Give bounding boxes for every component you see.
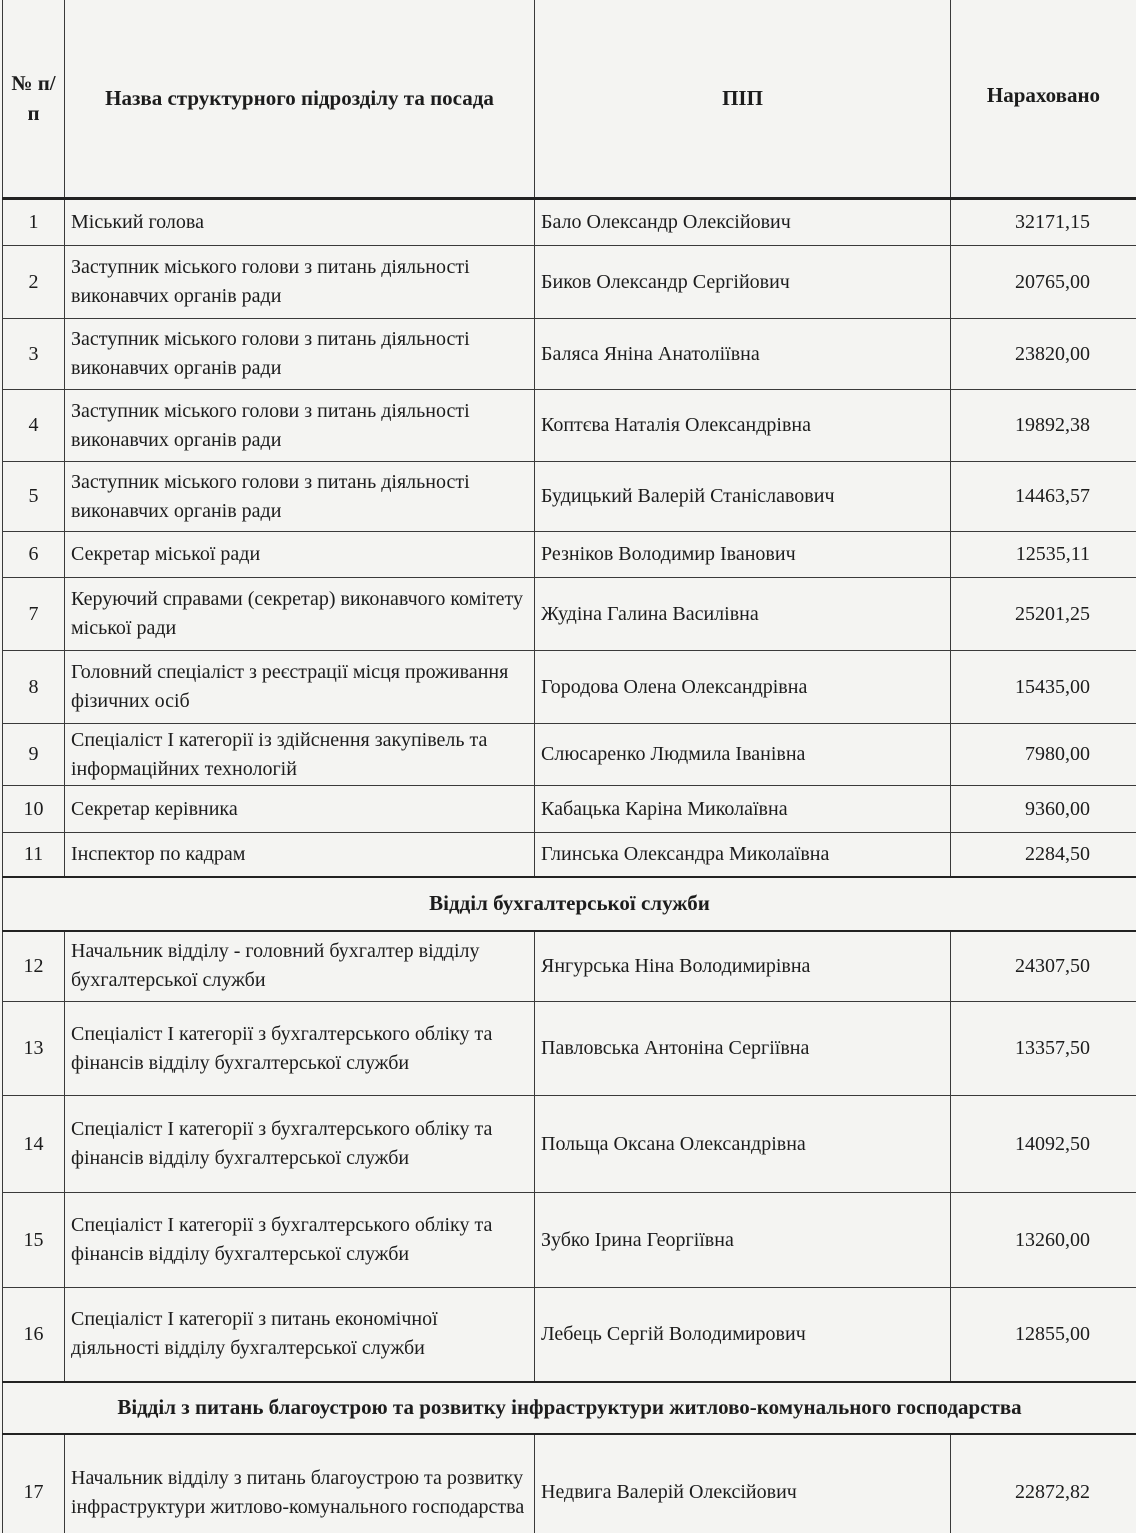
row-number: 15 (3, 1193, 65, 1288)
row-position: Секретар міської ради (65, 532, 535, 578)
row-amount: 12855,00 (951, 1288, 1136, 1382)
row-position: Інспектор по кадрам (65, 833, 535, 877)
row-amount: 2284,50 (951, 833, 1136, 877)
row-amount: 32171,15 (951, 199, 1136, 246)
row-position: Начальник відділу - головний бухгалтер відділу бухгалтерської служби (65, 931, 535, 1002)
row-number: 5 (3, 462, 65, 532)
row-amount: 13260,00 (951, 1193, 1136, 1288)
row-number: 2 (3, 246, 65, 319)
table-row (3, 1002, 1136, 1096)
row-name: Жудіна Галина Василівна (535, 578, 951, 651)
row-name: Лебець Сергій Володимирович (535, 1288, 951, 1382)
salary-table (2, 0, 1136, 1533)
row-number: 12 (3, 931, 65, 1002)
row-amount: 15435,00 (951, 651, 1136, 724)
row-amount: 12535,11 (951, 532, 1136, 578)
row-name: Зубко Ірина Георгіївна (535, 1193, 951, 1288)
table-row (3, 246, 1136, 319)
row-position: Міський голова (65, 199, 535, 246)
row-amount: 9360,00 (951, 786, 1136, 833)
row-position: Спеціаліст І категорії з бухгалтерського обліку та фінансів відділу бухгалтерської служби (65, 1193, 535, 1288)
section-header-row (3, 877, 1136, 931)
row-name: Глинська Олександра Миколаївна (535, 833, 951, 877)
row-amount: 14463,57 (951, 462, 1136, 532)
row-amount: 7980,00 (951, 724, 1136, 786)
row-name: Кабацька Каріна Миколаївна (535, 786, 951, 833)
table-row (3, 578, 1136, 651)
header-number: № п/п (3, 0, 65, 199)
row-amount: 13357,50 (951, 1002, 1136, 1096)
row-name: Баляса Яніна Анатоліївна (535, 319, 951, 390)
row-name: Недвига Валерій Олексійович (535, 1434, 951, 1533)
row-position: Головний спеціаліст з реєстрації місця проживання фізичних осіб (65, 651, 535, 724)
row-number: 9 (3, 724, 65, 786)
row-number: 14 (3, 1096, 65, 1193)
row-amount: 22872,82 (951, 1434, 1136, 1533)
row-name: Янгурська Ніна Володимирівна (535, 931, 951, 1002)
row-number: 6 (3, 532, 65, 578)
table-row (3, 786, 1136, 833)
row-name: Бало Олександр Олексійович (535, 199, 951, 246)
table-row (3, 319, 1136, 390)
row-name: Резніков Володимир Іванович (535, 532, 951, 578)
row-number: 11 (3, 833, 65, 877)
row-position: Спеціаліст І категорії з бухгалтерського обліку та фінансів відділу бухгалтерської служби (65, 1002, 535, 1096)
row-position: Начальник відділу з питань благоустрою та розвитку інфраструктури житлово-комунального господарства (65, 1434, 535, 1533)
row-amount: 14092,50 (951, 1096, 1136, 1193)
row-number: 16 (3, 1288, 65, 1382)
row-name: Павловська Антоніна Сергіївна (535, 1002, 951, 1096)
table-row (3, 724, 1136, 786)
row-position: Заступник міського голови з питань діяльності виконавчих органів ради (65, 390, 535, 462)
row-position: Заступник міського голови з питань діяльності виконавчих органів ради (65, 319, 535, 390)
header-position: Назва структурного підрозділу та посада (65, 0, 535, 199)
row-amount: 24307,50 (951, 931, 1136, 1002)
row-amount: 19892,38 (951, 390, 1136, 462)
row-number: 1 (3, 199, 65, 246)
row-number: 4 (3, 390, 65, 462)
row-amount: 25201,25 (951, 578, 1136, 651)
row-position: Секретар керівника (65, 786, 535, 833)
row-name: Слюсаренко Людмила Іванівна (535, 724, 951, 786)
table-row (3, 199, 1136, 246)
section-title: Відділ з питань благоустрою та розвитку інфраструктури житлово-комунального господарства (3, 1382, 1136, 1434)
row-name: Коптєва Наталія Олександрівна (535, 390, 951, 462)
row-amount: 23820,00 (951, 319, 1136, 390)
table-row (3, 1434, 1136, 1533)
row-position: Спеціаліст І категорії з питань економічної діяльності відділу бухгалтерської служби (65, 1288, 535, 1382)
row-number: 17 (3, 1434, 65, 1533)
row-amount: 20765,00 (951, 246, 1136, 319)
table-row (3, 931, 1136, 1002)
row-name: Будицький Валерій Станіславович (535, 462, 951, 532)
table-header-row (3, 0, 1136, 199)
table-row (3, 651, 1136, 724)
header-name: ПІП (535, 0, 951, 199)
row-position: Керуючий справами (секретар) виконавчого комітету міської ради (65, 578, 535, 651)
table-row (3, 1193, 1136, 1288)
header-amount: Нараховано (951, 0, 1136, 199)
row-number: 8 (3, 651, 65, 724)
section-title: Відділ бухгалтерської служби (3, 877, 1136, 931)
row-number: 3 (3, 319, 65, 390)
row-position: Заступник міського голови з питань діяльності виконавчих органів ради (65, 462, 535, 532)
row-position: Заступник міського голови з питань діяльності виконавчих органів ради (65, 246, 535, 319)
table-row (3, 833, 1136, 877)
row-name: Городова Олена Олександрівна (535, 651, 951, 724)
section-header-row (3, 1382, 1136, 1434)
row-number: 13 (3, 1002, 65, 1096)
row-name: Биков Олександр Сергійович (535, 246, 951, 319)
table-row (3, 1288, 1136, 1382)
row-position: Спеціаліст І категорії із здійснення закупівель та інформаційних технологій (65, 724, 535, 786)
table-row (3, 390, 1136, 462)
row-name: Польща Оксана Олександрівна (535, 1096, 951, 1193)
row-number: 7 (3, 578, 65, 651)
table-row (3, 1096, 1136, 1193)
table-row (3, 462, 1136, 532)
row-number: 10 (3, 786, 65, 833)
table-row (3, 532, 1136, 578)
row-position: Спеціаліст І категорії з бухгалтерського обліку та фінансів відділу бухгалтерської служби (65, 1096, 535, 1193)
